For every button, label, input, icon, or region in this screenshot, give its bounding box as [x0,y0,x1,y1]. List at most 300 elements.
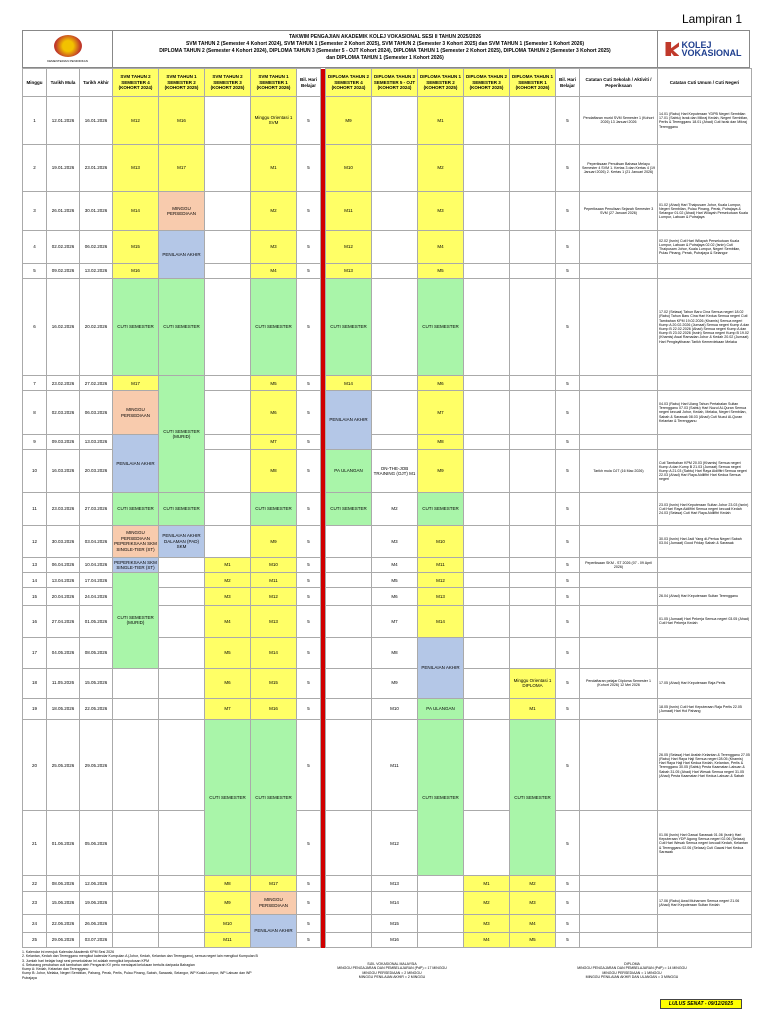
cell [326,811,372,876]
cell [372,376,418,391]
cell: CUTI SEMESTER [326,278,372,375]
cell [464,278,510,375]
days: 5 [556,720,580,811]
cell: M4 [251,263,297,278]
days: 5 [556,525,580,557]
days: 5 [297,278,321,375]
days: 5 [297,668,321,698]
cell: M13 [251,605,297,637]
cell: M6 [205,668,251,698]
summary-line: MINGGU PENILAIAN AKHIR = 2 MINGGU [358,974,426,979]
ministry-logo [23,31,113,67]
days: 5 [297,558,321,573]
summary-line: MINGGU PERSEDIAAN = 1 MINGGU [602,970,662,975]
cell [326,915,372,932]
cell: M3 [464,915,510,932]
note-activity [580,573,658,588]
end-date: 16.01.2026 [80,97,113,145]
cell [510,605,556,637]
cell: M4 [372,558,418,573]
footer-note: 3. Jumlah hari belajar bagi sesi persekolahan ini adalah mengikut keputusan KPM [22,958,150,963]
cell: M5 [205,638,251,668]
cell [464,573,510,588]
cell: CUTI SEMESTER [418,493,464,525]
cell [372,192,418,231]
cell [113,891,159,915]
start-date: 04.05.2026 [47,638,80,668]
start-date: 08.06.2026 [47,876,80,891]
end-date: 03.07.2026 [80,932,113,947]
week-number: 25 [23,932,47,947]
note-holiday [658,573,752,588]
cell: M3 [372,525,418,557]
cell: M4 [464,932,510,947]
footer [22,950,750,1005]
note-holiday: 30.03 (Isnin) Hari Jadi Yang di-Pertua Negeri Sabah 03.04 (Jumaat) Good Friday Sabah & Sarawak [658,525,752,557]
cell: M1 [464,876,510,891]
days: 5 [556,573,580,588]
end-date: 10.04.2026 [80,558,113,573]
cell [510,231,556,263]
footer-diploma-summary [542,962,722,979]
cell [113,876,159,891]
cell: M14 [418,605,464,637]
cell [113,668,159,698]
cell: CUTI SEMESTER [510,720,556,876]
end-date: 20.02.2026 [80,278,113,375]
note-holiday [658,932,752,947]
cell: M10 [205,915,251,932]
days: 5 [556,811,580,876]
summary-line: DIPLOMA [624,962,640,966]
days: 5 [297,263,321,278]
note-activity [580,278,658,375]
cell [510,391,556,434]
cell [326,525,372,557]
days: 5 [556,144,580,192]
days: 5 [556,558,580,573]
attachment-label: Lampiran 1 [681,12,742,26]
week-number: 24 [23,915,47,932]
note-holiday: 17.06 (Rabu) Awal Muharram Semua negeri 21.06 (Ahad) Hari Keputeraan Sultan Kedah [658,891,752,915]
cell: CUTI SEMESTER [251,278,297,375]
title-line: TAKWIM PENGAJIAN AKADEMIK KOLEJ VOKASIONAL SESI II TAHUN 2025/2026 [288,34,482,40]
end-date: 20.03.2026 [80,449,113,492]
cell: M15 [113,231,159,263]
title-line: SVM TAHUN 2 (Semester 4 Kohort 2024), SVM TAHUN 1 (Semester 2 Kohort 2025), SVM TAHUN 2 (Semester 3 Kohort 2025) dan SVM TAHUN 1 (Semester 1 Kohort 2026) [185,41,585,47]
note-holiday [658,915,752,932]
crest-icon [54,35,82,57]
start-date: 02.02.2026 [47,231,80,263]
header-dip-2: DIPLOMA TAHUN 3 SEMESTER 5 - OJT (KOHORT 2024) [372,69,418,97]
days: 5 [297,391,321,434]
note-activity [580,493,658,525]
note-activity [580,376,658,391]
start-date: 15.06.2026 [47,891,80,915]
cell [205,376,251,391]
cell [464,525,510,557]
cell [205,192,251,231]
cell: M3 [251,231,297,263]
cell [464,720,510,811]
cell: M7 [372,605,418,637]
header-start: Tarikh Mula [47,69,80,97]
cell: CUTI SEMESTER (MURID) [113,573,159,668]
end-date: 03.04.2026 [80,525,113,557]
end-date: 08.05.2026 [80,638,113,668]
cell [464,638,510,668]
cell [418,932,464,947]
header-dip-1: DIPLOMA TAHUN 2 SEMESTER 4 (KOHORT 2024) [326,69,372,97]
start-date: 11.05.2026 [47,668,80,698]
days: 5 [297,192,321,231]
cell: M12 [326,231,372,263]
note-holiday [658,638,752,668]
cell [326,698,372,720]
note-activity [580,932,658,947]
brand-top: KOLEJ [681,40,712,50]
week-number: 19 [23,698,47,720]
cell: M11 [251,573,297,588]
brand-bottom: VOKASIONAL [681,48,742,58]
note-holiday: 01.06 (Isnin) Hari Gawai Sarawak 01.06 (Isnin) Hari Keputeraan YDP Agong Semua negeri 02.06 (Selasa) Cuti Hari Wesak Semua negeri kecuali Kedah, Kelantan & Terengganu 02.06 (Selasa) Cuti Gawai Hari Kedua Sarawak [658,811,752,876]
cell [510,558,556,573]
cell: M1 [251,144,297,192]
footer-note: 4. Sebarang perubahan cuti tambahan oleh Pengarah KV perlu mendapat kelulusan bertulis daripada Bahagian [22,962,195,967]
note-activity [580,434,658,449]
cell [464,391,510,434]
cell [510,434,556,449]
days: 5 [556,278,580,375]
note-activity [580,391,658,434]
cell [159,811,205,876]
note-activity [580,263,658,278]
days: 5 [297,811,321,876]
cell: M8 [418,434,464,449]
cell: PEPERIKSAAN SKM SINGLE-TIER (ST) [113,558,159,573]
header-notes-2: Catatan Cuti Umum / Cuti Negeri [658,69,752,97]
start-date: 12.01.2026 [47,97,80,145]
cell [464,668,510,698]
week-number: 16 [23,605,47,637]
cell [372,263,418,278]
footer-svm-summary [322,962,462,979]
week-number: 20 [23,720,47,811]
cell: M7 [205,698,251,720]
cell: M4 [418,231,464,263]
cell: M15 [372,915,418,932]
cell: CUTI SEMESTER [251,720,297,876]
note-holiday: 01.02 (Ahad) Hari Thaipusam Johor, Kuala Lumpur, Negeri Sembilan, Pulau Pinang, Perak, Putrajaya & Selangor 01.02 (Ahad) Hari Wilayah Persekutuan Kuala Lumpur, Labuan & Putrajaya [658,192,752,231]
cell: M17 [113,376,159,391]
cell: M10 [326,144,372,192]
cell [326,876,372,891]
summary-line: MINGGU PENILAIAN AKHIR DAN ULANGAN = 3 MINGGU [585,974,679,979]
cell [464,558,510,573]
cell: M1 [205,558,251,573]
start-date: 29.06.2026 [47,932,80,947]
cell [510,493,556,525]
end-date: 30.01.2026 [80,192,113,231]
start-date: 22.06.2026 [47,915,80,932]
cell: M2 [418,144,464,192]
cell: M5 [251,376,297,391]
days: 5 [297,720,321,811]
cell: M9 [205,891,251,915]
cell [159,932,205,947]
cell: PENILAIAN AKHIR [418,638,464,699]
cell: CUTI SEMESTER [205,720,251,876]
title-line: dan DIPLOMA TAHUN 1 (Semester 1 Kohort 2026) [326,55,444,61]
cell: CUTI SEMESTER (MURID) [159,376,205,493]
cell: M14 [372,891,418,915]
days: 5 [556,263,580,278]
note-holiday: 17.05 (Ahad) Hari Keputeraan Raja Perlis [658,668,752,698]
cell [113,915,159,932]
start-date: 30.03.2026 [47,525,80,557]
week-number: 1 [23,97,47,145]
days: 5 [556,449,580,492]
cell [159,668,205,698]
end-date: 13.03.2026 [80,434,113,449]
summary-line: MINGGU PENGAJARAN DAN PEMBELAJARAN (PdP) = 17 MINGGU [337,966,447,971]
cell: CUTI SEMESTER [113,493,159,525]
cell [205,278,251,375]
week-number: 21 [23,811,47,876]
cell: MINGGU PERSEDIAAN PEPERIKSAAN SKM SINGLE-TIER (ST) [113,525,159,557]
end-date: 27.03.2026 [80,493,113,525]
cell: M3 [510,891,556,915]
cell [464,192,510,231]
note-holiday [658,876,752,891]
cell [159,558,205,573]
start-date: 25.05.2026 [47,720,80,811]
end-date: 27.02.2026 [80,376,113,391]
cell: M11 [372,720,418,811]
cell: M6 [251,391,297,434]
title-line: DIPLOMA TAHUN 2 (Semester 4 Kohort 2024), DIPLOMA TAHUN 3 (Semester 5 - OJT Kohort 2024), DIPLOMA TAHUN 1 (Semester 2 Kohort 2025), DIPLOMA TAHUN 2 (Semester 3 Kohort 2025) [159,48,611,54]
end-date: 26.06.2026 [80,915,113,932]
cell: CUTI SEMESTER [113,278,159,375]
summary-line: MINGGU PENGAJARAN DAN PEMBELAJARAN (PdP) = 14 MINGGU [577,966,687,971]
days: 5 [297,434,321,449]
cell [464,493,510,525]
cell [326,720,372,811]
days: 5 [556,876,580,891]
end-date: 23.01.2026 [80,144,113,192]
cell [510,278,556,375]
cell [418,876,464,891]
cell: M3 [418,192,464,231]
cell [159,891,205,915]
cell: M7 [251,434,297,449]
cell: M2 [510,876,556,891]
cell [464,97,510,145]
ministry-name: KEMENTERIAN PENDIDIKAN [47,59,88,63]
cell: PENILAIAN AKHIR DALAMAN (PAD) SKM [159,525,205,557]
cell: M14 [251,638,297,668]
footer-notes [22,950,262,980]
header-dip-5: DIPLOMA TAHUN 1 SEMESTER 1 (KOHORT 2026) [510,69,556,97]
note-holiday: 04.03 (Rabu) Hari Ulang Tahun Pertabalan Sultan Terengganu 07.03 (Sabtu) Hari Nuzul Al-Quran Semua negeri kecuali Johor, Kedah, Melaka, Negeri Sembilan, Sabah & Sarawak 08.03 (Ahad) Cuti Nuzul Al-Quran Kelantan & Terengganu [658,391,752,434]
note-holiday: 14.01 (Rabu) Hari Keputeraan YDPB Negeri Sembilan 17.01 (Sabtu) Israk dan Mikraj Kedah, Negeri Sembilan, Perlis & Terengganu 18.01 (Ahad) Cuti Israk dan Mikraj Terengganu [658,97,752,145]
cell [159,698,205,720]
week-number: 4 [23,231,47,263]
cell [113,932,159,947]
kv-logo [657,31,749,67]
note-activity [580,588,658,605]
cell [205,434,251,449]
note-holiday: 17.02 (Selasa) Tahun Baru Cina Semua negeri 18.02 (Rabu) Tahun Baru Cina Hari Kedua Semua negeri Cuti Tambahan KPM 19.02.2026 (Khamis) Semua negeri Kump A 20.02.2026 (Jumaat) Semua negeri Kump A dan Kump B 22.02.2026 (Ahad) Semua negeri Kump A dan Kump B 23.02.2026 (Isnin) Semua negeri Kump B 19.02 (Khamis) Awal Ramadan Johor & Kedah 20.02 (Jumaat) Hari Pengisytiharan Tarikh Kemerdekaan Melaka [658,278,752,375]
cell: CUTI SEMESTER [159,493,205,525]
end-date: 15.05.2026 [80,668,113,698]
start-date: 26.01.2026 [47,192,80,231]
cell: M9 [251,525,297,557]
cell: M13 [326,263,372,278]
cell [159,876,205,891]
end-date: 05.06.2026 [80,811,113,876]
note-holiday: 23.03 (Isnin) Hari Keputeraan Sultan Johor 23.03 (Isnin) Cuti Hari Raya Aidilfitri Semua negeri kecuali Kedah 24.03 (Selasa) Cuti Hari Raya Aidilfitri Kedah [658,493,752,525]
days: 5 [556,605,580,637]
header-end: Tarikh Akhir [80,69,113,97]
days: 5 [556,376,580,391]
summary-line: SIJIL VOKASIONAL MALAYSIA [367,962,417,966]
cell [372,434,418,449]
cell [159,605,205,637]
cell: M13 [418,588,464,605]
cell: M2 [464,891,510,915]
cell: M13 [372,876,418,891]
days: 5 [297,231,321,263]
days: 5 [297,449,321,492]
cell: M12 [372,811,418,876]
cell: M9 [372,668,418,698]
cell [464,376,510,391]
cell [510,588,556,605]
cell: M16 [372,932,418,947]
cell [464,144,510,192]
header-svm-4: SVM TAHUN 1 SEMESTER 1 (KOHORT 2026) [251,69,297,97]
start-date: 20.04.2026 [47,588,80,605]
cell: M11 [205,932,251,947]
cell [510,449,556,492]
cell: M6 [372,588,418,605]
cell: M10 [251,558,297,573]
start-date: 27.04.2026 [47,605,80,637]
cell [418,915,464,932]
days: 5 [297,573,321,588]
cell [510,525,556,557]
note-activity: Pendaftaran murid SVM Semester 1 (Kohort 2026) 13 Januari 2026 [580,97,658,145]
cell [205,231,251,263]
end-date: 17.04.2026 [80,573,113,588]
cell: M5 [510,932,556,947]
days: 5 [297,97,321,145]
cell: M12 [251,588,297,605]
cell: M1 [418,97,464,145]
cell [464,588,510,605]
cell [205,493,251,525]
cell: M13 [113,144,159,192]
cell: M1 [510,698,556,720]
header-svm-2: SVM TAHUN 1 SEMESTER 2 (KOHORT 2025) [159,69,205,97]
days: 5 [556,891,580,915]
week-number: 7 [23,376,47,391]
cell: M4 [205,605,251,637]
cell [372,97,418,145]
cell [205,525,251,557]
end-date: 24.04.2026 [80,588,113,605]
cell: M2 [205,573,251,588]
cell [510,573,556,588]
cell: M5 [418,263,464,278]
start-date: 19.01.2026 [47,144,80,192]
header-notes-1: Catatan Cuti Sekolah / Aktiviti / Peperiksaan [580,69,658,97]
note-activity [580,915,658,932]
days: 5 [556,97,580,145]
summary-line: MINGGU PERSEDIAAN = 2 MINGGU [362,970,422,975]
cell: M14 [326,376,372,391]
cell [510,144,556,192]
cell: M12 [113,97,159,145]
cell [464,231,510,263]
note-holiday: Cuti Tambahan KPM 20.03 (Khamis) Semua negeri Kump A dan Kump B 21.03 (Jumaat) Semua negeri Kump A 21.03 (Sabtu) Hari Raya Aidilfitri Semua negeri 22.03 (Ahad) Hari Raya Aidilfitri Hari Kedua Semua negeri [658,449,752,492]
header-minggu: Minggu [23,69,47,97]
cell: M15 [251,668,297,698]
cell [464,811,510,876]
cell [464,434,510,449]
start-date: 13.04.2026 [47,573,80,588]
start-date: 23.03.2026 [47,493,80,525]
cell: M2 [372,493,418,525]
cell: M12 [418,573,464,588]
cell [159,638,205,668]
kv-mark-icon [665,42,679,56]
cell: M2 [251,192,297,231]
cell [159,915,205,932]
cell [372,278,418,375]
cell [113,720,159,811]
end-date: 06.02.2026 [80,231,113,263]
cell: M10 [418,525,464,557]
note-activity: Tarikh mula OJT (16 Mac 2026) [580,449,658,492]
week-number: 14 [23,573,47,588]
cell [326,638,372,668]
days: 5 [556,698,580,720]
cell: M4 [510,915,556,932]
days: 5 [556,668,580,698]
days: 5 [297,915,321,932]
cell: CUTI SEMESTER [251,493,297,525]
cell: M9 [418,449,464,492]
note-activity: Peperiksaan SKM - ST 2026 (07 - 09 April 2026) [580,558,658,573]
days: 5 [297,932,321,947]
cell: CUTI SEMESTER [418,720,464,876]
days: 5 [297,698,321,720]
week-number: 6 [23,278,47,375]
days: 5 [297,493,321,525]
header-dip-4: DIPLOMA TAHUN 2 SEMESTER 3 (KOHORT 2025) [464,69,510,97]
cell [113,698,159,720]
end-date: 06.03.2026 [80,391,113,434]
week-number: 22 [23,876,47,891]
start-date: 09.02.2026 [47,263,80,278]
header-dip-3: DIPLOMA TAHUN 1 SEMESTER 2 (KOHORT 2025) [418,69,464,97]
start-date: 06.04.2026 [47,558,80,573]
note-activity: Peperiksaan Penulisan Sejarah Semester 3 SVM (27 Januari 2026) [580,192,658,231]
cell: M16 [251,698,297,720]
note-holiday: 18.05 (Isnin) Cuti Hari Keputeraan Raja Perlis 22.05 (Jumaat) Hari Hol Pahang [658,698,752,720]
